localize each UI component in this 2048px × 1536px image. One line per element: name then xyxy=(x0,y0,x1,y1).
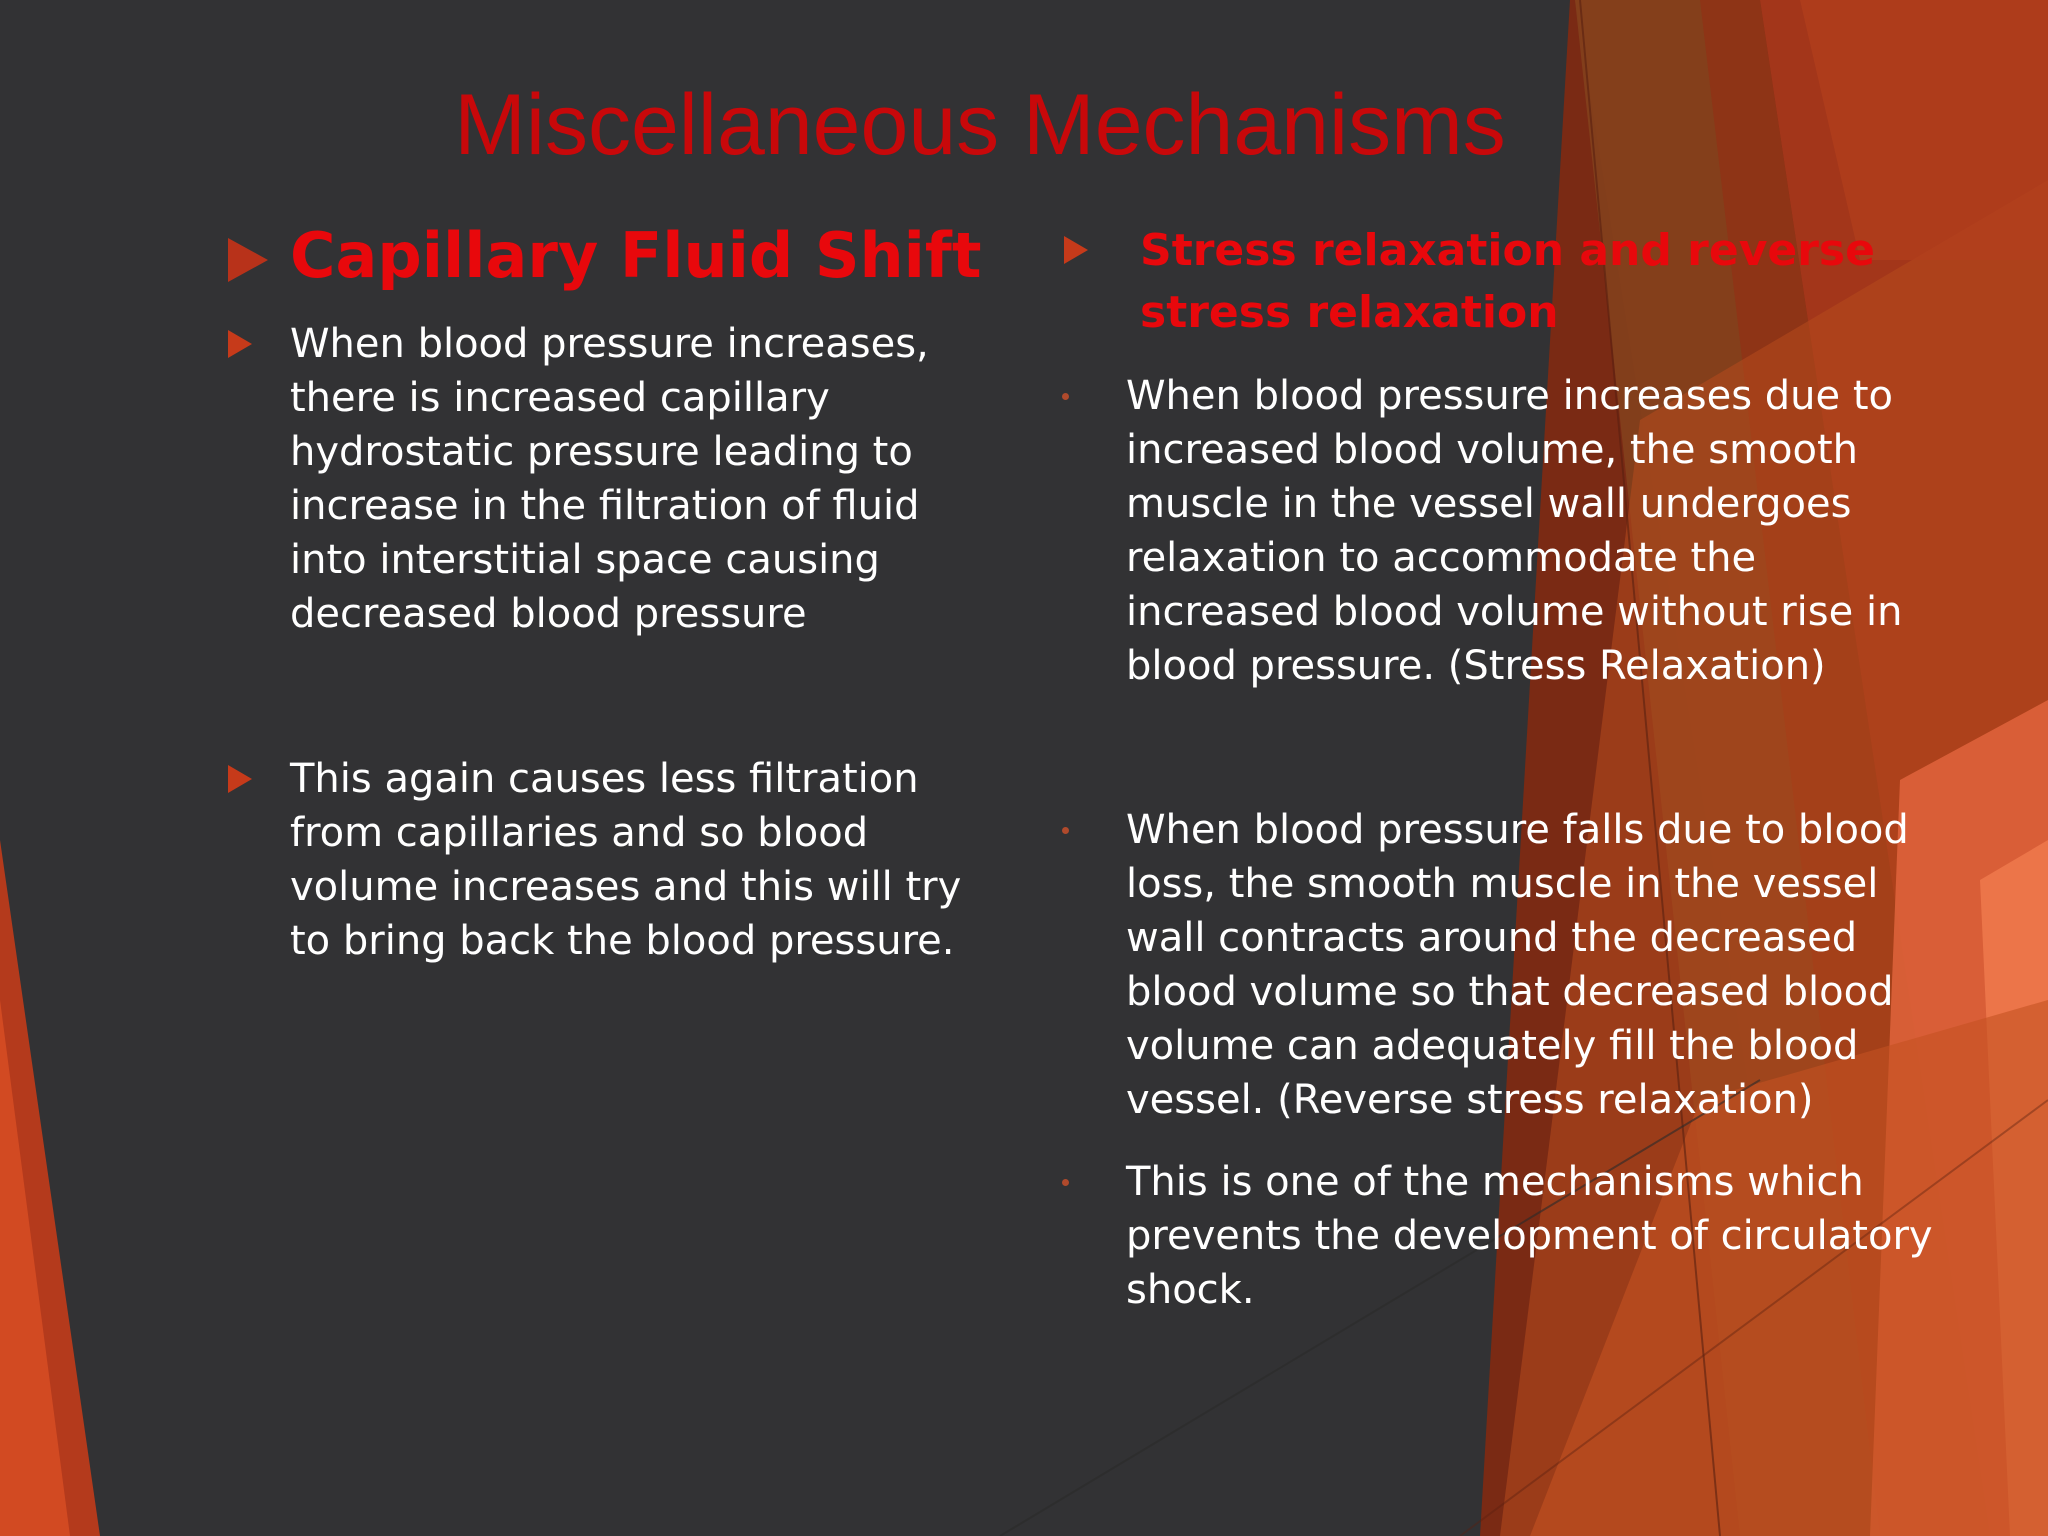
triangle-bullet-icon xyxy=(228,765,252,793)
left-column-heading: Capillary Fluid Shift xyxy=(290,219,982,292)
triangle-bullet-icon xyxy=(228,330,252,358)
list-item xyxy=(1060,1155,1960,1317)
list-item xyxy=(224,317,984,641)
dot-bullet-icon xyxy=(1062,393,1069,400)
right-heading-row xyxy=(1060,220,1960,343)
right-column-heading: Stress relaxation and reverse stress relaxation xyxy=(1140,225,1875,338)
left-column xyxy=(224,220,984,968)
bullet-text: When blood pressure falls due to blood loss, the smooth muscle in the vessel wall contracts around the decreased blood volume so that decreased blood volume can adequately fill the blood vessel. (Reverse stress relaxation) xyxy=(1126,807,1909,1124)
bullet-text: When blood pressure increases due to increased blood volume, the smooth muscle in the vessel wall undergoes relaxation to accommodate the increased blood volume without rise in blood pressure. (Stress Relaxation) xyxy=(1126,373,1903,690)
dot-bullet-icon xyxy=(1062,1179,1069,1186)
triangle-bullet-icon xyxy=(228,238,268,282)
triangle-bullet-icon xyxy=(1064,236,1088,264)
left-heading-row xyxy=(224,220,984,291)
bullet-text: This is one of the mechanisms which prevents the development of circulatory shock. xyxy=(1126,1159,1933,1314)
bullet-text: When blood pressure increases, there is increased capillary hydrostatic pressure leading to increase in the filtration of fluid into interstitial space causing decreased blood pressure xyxy=(290,321,929,638)
slide-title: Miscellaneous Mechanisms xyxy=(454,77,1506,173)
list-item xyxy=(1060,369,1960,693)
dot-bullet-icon xyxy=(1062,827,1069,834)
bullet-text: This again causes less filtration from capillaries and so blood volume increases and this will try to bring back the blood pressure. xyxy=(290,756,962,965)
right-column xyxy=(1060,220,1960,1317)
list-item xyxy=(1060,803,1960,1127)
list-item xyxy=(224,752,984,968)
